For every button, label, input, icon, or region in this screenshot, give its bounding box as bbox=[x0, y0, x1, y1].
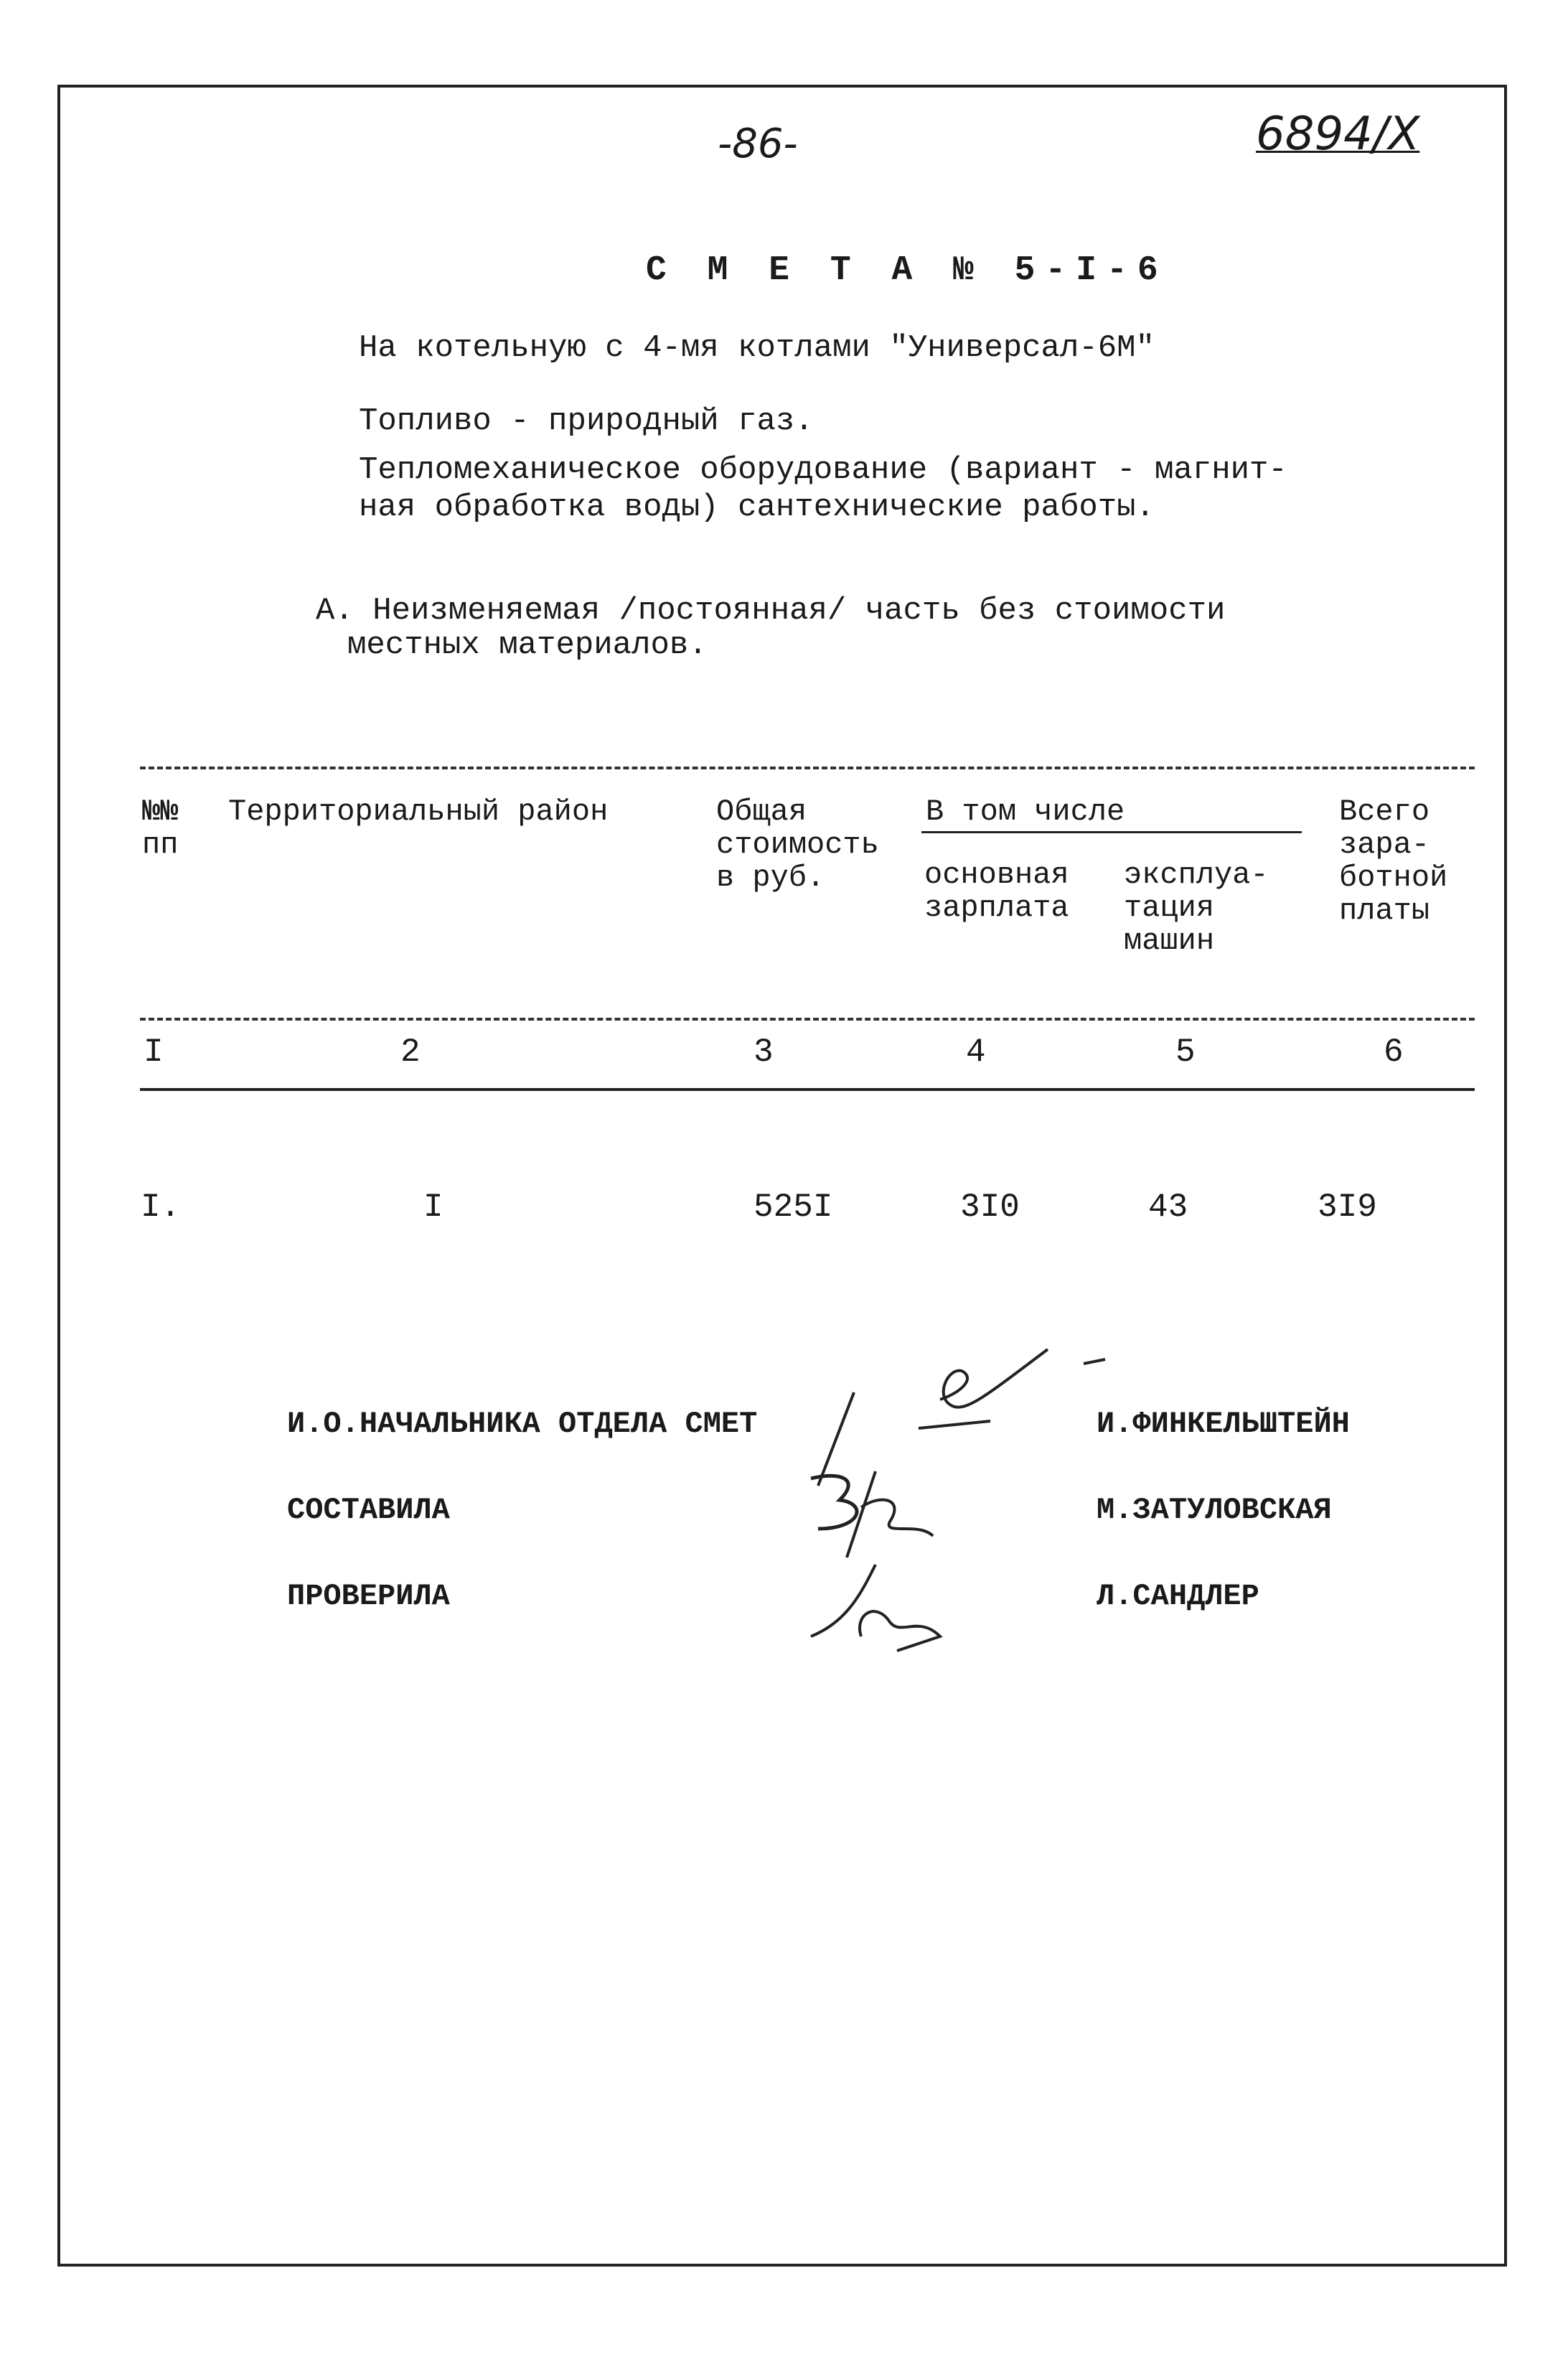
header-total-cost: Общая bbox=[716, 795, 807, 829]
signature-role: И.О.НАЧАЛЬНИКА ОТДЕЛА СМЕТ bbox=[287, 1407, 758, 1441]
signature-role: ПРОВЕРИЛА bbox=[287, 1579, 450, 1613]
description-line: ная обработка воды) сантехнические работы. bbox=[359, 489, 1155, 525]
column-number: 4 bbox=[966, 1034, 986, 1071]
document-title: С М Е Т А № 5-I-6 bbox=[646, 251, 1168, 290]
section-heading: местных материалов. bbox=[347, 627, 708, 663]
description-line: Тепломеханическое оборудование (вариант - магнит- bbox=[359, 452, 1287, 488]
header-total-wages: ботной bbox=[1339, 861, 1448, 895]
column-number-rule bbox=[140, 1088, 1475, 1091]
header-total-wages: Всего bbox=[1339, 795, 1430, 829]
description-line: На котельную с 4-мя котлами "Универсал-6М" bbox=[359, 330, 1155, 366]
column-number: 6 bbox=[1384, 1034, 1404, 1071]
row-number: I. bbox=[141, 1189, 181, 1226]
row-total-wages: 3I9 bbox=[1318, 1189, 1377, 1226]
row-total-cost: 525I bbox=[754, 1189, 833, 1226]
signature-role: СОСТАВИЛА bbox=[287, 1493, 450, 1527]
table-top-rule bbox=[140, 767, 1475, 769]
header-number: пп bbox=[142, 828, 179, 862]
column-number: I bbox=[144, 1034, 164, 1071]
header-basic-salary: основная bbox=[924, 858, 1069, 892]
header-total-cost: в руб. bbox=[716, 861, 825, 895]
header-including: В том числе bbox=[926, 795, 1125, 829]
header-machine-operation: машин bbox=[1124, 924, 1215, 958]
header-total-wages: платы bbox=[1339, 894, 1430, 928]
signature-name: И.ФИНКЕЛЬШТЕЙН bbox=[1097, 1407, 1350, 1441]
header-district: Территориальный район bbox=[228, 795, 609, 829]
row-machine-operation: 43 bbox=[1148, 1189, 1188, 1226]
header-number: №№ bbox=[142, 795, 179, 829]
header-machine-operation: тация bbox=[1124, 891, 1215, 925]
archive-number: 6894/X bbox=[1256, 108, 1420, 161]
page-number: -86- bbox=[718, 121, 798, 167]
header-total-wages: зара- bbox=[1339, 828, 1430, 862]
header-machine-operation: эксплуа- bbox=[1124, 858, 1269, 892]
column-number: 2 bbox=[400, 1034, 421, 1071]
description-line: Топливо - природный газ. bbox=[359, 403, 814, 439]
header-bottom-rule bbox=[140, 1018, 1475, 1021]
column-number: 3 bbox=[754, 1034, 774, 1071]
handwritten-signatures bbox=[775, 1349, 1119, 1679]
signature-name: М.ЗАТУЛОВСКАЯ bbox=[1097, 1493, 1332, 1527]
row-basic-salary: 3I0 bbox=[960, 1189, 1020, 1226]
section-heading: А. Неизменяемая /постоянная/ часть без стоимости bbox=[316, 593, 1226, 629]
signature-name: Л.САНДЛЕР bbox=[1097, 1579, 1259, 1613]
row-district: I bbox=[423, 1189, 443, 1226]
including-underline bbox=[921, 831, 1302, 833]
header-total-cost: стоимость bbox=[716, 828, 879, 862]
column-number: 5 bbox=[1175, 1034, 1196, 1071]
header-basic-salary: зарплата bbox=[924, 891, 1069, 925]
